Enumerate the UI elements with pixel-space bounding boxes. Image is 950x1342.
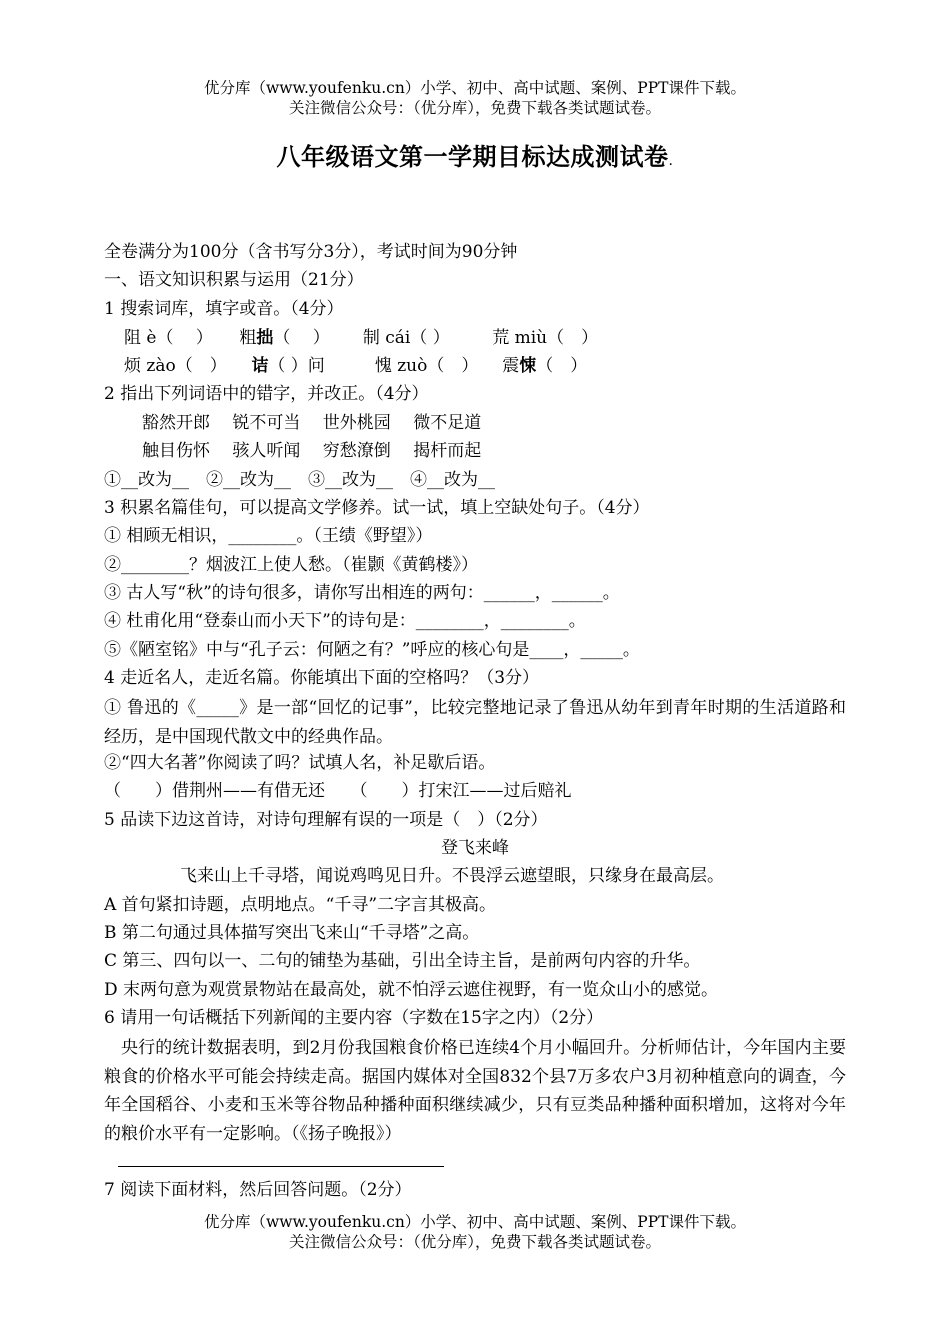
q6-passage: 央行的统计数据表明，到2月份我国粮食价格已连续4个月小幅回升。分析师估计，今年国内主要粮食的价格水平可能会持续走高。据国内媒体对全国832个县7万多农户3月初种植意向的调查，今年全国稻谷、小麦和玉米等谷物品种播种面积继续减少，只有豆类品种播种面积增加，这将对今年的粮价水平有一定影响。（《扬子晚报》）	[104, 1038, 846, 1144]
q5-option-c: C 第三、四句以一、二句的铺垫为基础，引出全诗主旨，是前两句内容的升华。	[104, 951, 701, 971]
q1-r2-item-4: 震悚（ ）	[502, 356, 588, 376]
answer-line[interactable]	[118, 1166, 444, 1167]
q2-answers: ①__改为__ ②__改为__ ③__改为__ ④__改为__	[104, 470, 495, 490]
q2-row-1: 豁然开郎 锐不可当 世外桃园 微不足道	[142, 413, 482, 433]
q1-bold-char: 拙	[256, 328, 274, 348]
q1-row-1	[124, 326, 598, 350]
q1-r2-item-2: 诘（ ）问	[251, 356, 325, 376]
q3-item-1: ① 相顾无相识，________。（王绩《野望》）	[104, 526, 433, 546]
footer-line-1: 优分库（www.youfenku.cn）小学、初中、高中试题、案例、PPT课件下载。	[203, 1213, 747, 1231]
poem-title: 登飞来峰	[441, 838, 509, 858]
q6-stem: 6 请用一句话概括下列新闻的主要内容（字数在15字之内）（2分）	[104, 1008, 604, 1028]
q4-stem: 4 走近名人，走近名篇。你能填出下面的空格吗？（3分）	[104, 668, 540, 688]
q1-r2-item-1: 烦 zào（ ）	[124, 356, 227, 376]
q4-item-3: （ ）借荆州——有借无还 （ ）打宋江——过后赔礼	[104, 781, 572, 801]
q3-item-2: ②________？烟波江上使人愁。（崔颢《黄鹤楼》）	[104, 555, 478, 575]
title-text: 八年级语文第一学期目标达成测试卷	[276, 142, 669, 171]
q1-r2-item-3: 愧 zuò（ ）	[374, 356, 479, 376]
poem-text: 飞来山上千寻塔，闻说鸡鸣见日升。不畏浮云遮望眼，只缘身在最高层。	[180, 866, 724, 886]
intro-text: 全卷满分为100分（含书写分3分），考试时间为90分钟	[104, 242, 518, 262]
q5-option-d: D 末两句意为观赏景物站在最高处，就不怕浮云遮住视野，有一览众山小的感觉。	[104, 980, 719, 1000]
title-dot: .	[668, 153, 674, 169]
q2-row-2: 触目伤怀 骇人听闻 穷愁潦倒 揭杆而起	[142, 441, 482, 461]
q1-r1-item-3: 制 cái（ ）	[362, 328, 450, 348]
q4-item-2: ②“四大名著”你阅读了吗？试填人名，补足歇后语。	[104, 753, 496, 773]
q1-r1-item-4: 荒 miù（ ）	[492, 328, 599, 348]
q4-item-1: ① 鲁迅的《_____》是一部“回忆的记事”，比较完整地记录了鲁迅从幼年到青年时期的生活道路和经历，是中国现代散文中的经典作品。	[104, 698, 846, 747]
q1-stem: 1 搜索词库，填字或音。（4分）	[104, 299, 344, 319]
footer-line-2: 关注微信公众号：（优分库），免费下载各类试题试卷。	[288, 1233, 661, 1251]
q3-item-5: ⑤《陋室铭》中与“孔子云：何陋之有？”呼应的核心句是____，_____。	[104, 640, 640, 660]
q3-stem: 3 积累名篇佳句，可以提高文学修养。试一试，填上空缺处句子。（4分）	[104, 498, 650, 518]
q1-row-2	[124, 354, 587, 378]
q1-r1-item-1: 阻 è（ ）	[124, 328, 213, 348]
header-line-1: 优分库（www.youfenku.cn）小学、初中、高中试题、案例、PPT课件下载。	[203, 79, 747, 97]
header-line-2: 关注微信公众号：（优分库），免费下载各类试题试卷。	[288, 99, 661, 117]
q5-option-a: A 首句紧扣诗题，点明地点。“千寻”二字言其极高。	[104, 895, 497, 915]
q2-stem: 2 指出下列词语中的错字，并改正。（4分）	[104, 384, 429, 404]
section-1-heading: 一、语文知识积累与运用（21分）	[104, 270, 364, 290]
q5-option-b: B 第二句通过具体描写突出飞来山“千寻塔”之高。	[104, 923, 480, 943]
q3-item-4: ④ 杜甫化用“登泰山而小天下”的诗句是：________，________。	[104, 611, 586, 631]
page-title	[0, 141, 950, 177]
q7-stem: 7 阅读下面材料，然后回答问题。（2分）	[104, 1180, 412, 1200]
q1-r1-item-2: 粗拙（ ）	[239, 328, 330, 348]
q5-stem: 5 品读下边这首诗，对诗句理解有误的一项是（ ）（2分）	[104, 810, 548, 830]
q3-item-3: ③ 古人写“秋”的诗句很多，请你写出相连的两句：______，______。	[104, 583, 620, 603]
